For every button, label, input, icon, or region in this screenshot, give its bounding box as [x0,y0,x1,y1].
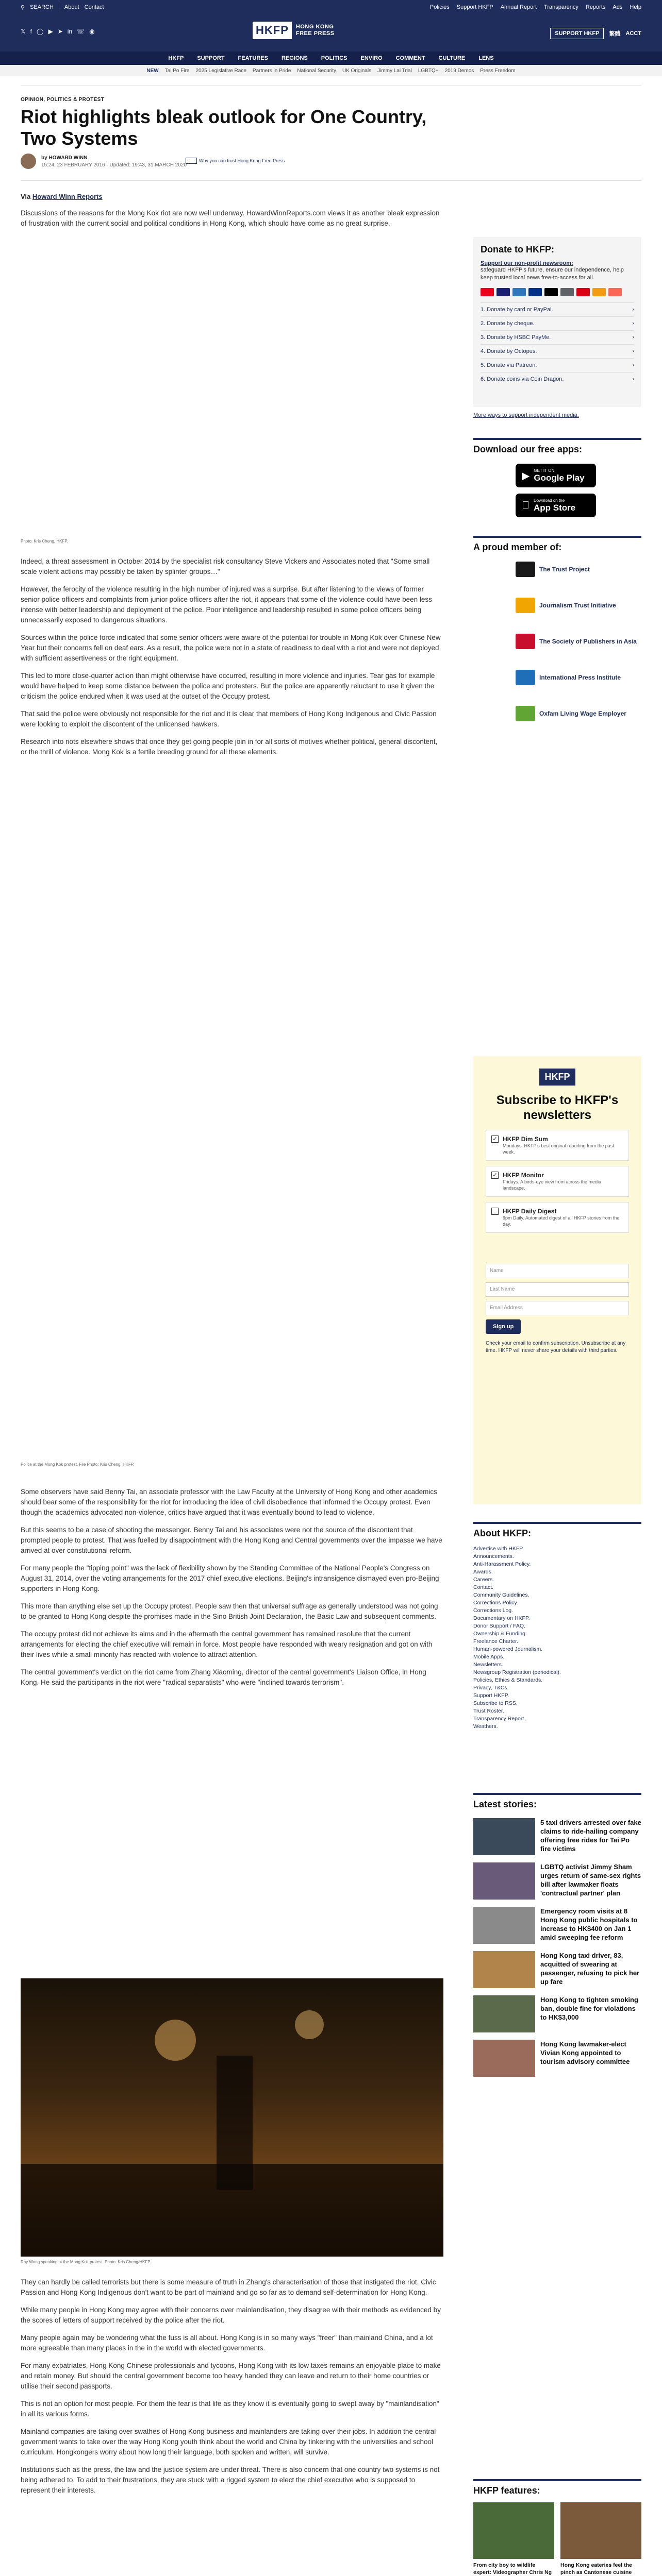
donate-option[interactable]: 6. Donate coins via Coin Dragon. › [481,372,634,386]
youtube-icon[interactable]: ▶ [48,28,53,35]
trending-item[interactable]: 2025 Legislative Race [195,67,246,74]
chevron-right-icon: › [632,334,634,341]
member-logo[interactable]: Journalism Trust Initiative [516,598,616,613]
feature-item[interactable]: Hong Kong eateries feel the pinch as Cantonese cuisine [560,2502,641,2576]
chevron-right-icon: › [632,307,634,313]
nav-item-support[interactable]: SUPPORT [197,55,225,61]
about-link[interactable]: Anti-Harassment Policy. [473,1561,531,1567]
about-section [473,1522,641,1731]
donate-option[interactable]: 2. Donate by cheque. › [481,316,634,330]
social-links [21,28,95,35]
about-link[interactable]: Weathers. [473,1723,498,1730]
member-logo[interactable]: International Press Institute [516,670,621,685]
twitter-icon[interactable]: 𝕏 [21,28,26,35]
about-link[interactable]: Support HKFP. [473,1692,509,1699]
trending-item[interactable]: Press Freedom [480,67,516,74]
paypal-icon [528,288,542,296]
paragraph: This is not an option for most people. For them the fear is that life as they know it is eventually going to swept away by "mainlandisation" in all its various forms. [21,2400,439,2418]
octopus-icon [592,288,606,296]
story-item[interactable]: LGBTQ activist Jimmy Sham urges return of same-sex rights bill after lawmaker floats 'contractual partner' plan [473,1862,641,1900]
main-nav [0,52,662,65]
top-link-transparency[interactable]: Transparency [544,4,578,10]
chevron-right-icon: › [632,376,634,382]
paragraph: However, the ferocity of the violence resulting in the high number of injured was a surprise. But after listening to the views of former senior police officers and complaints from junior police officers after the riot, it appears that some of the violence could have been less intense with better leadership and deployment of the police. Poor intelligence and leadership resulted in some police officers being unnecessarily exposed to dangerous situations. [21,585,432,624]
about-link[interactable]: Transparency Report. [473,1716,526,1722]
top-link-help[interactable]: Help [630,4,641,10]
nav-item-enviro[interactable]: ENVIRO [360,55,383,61]
about-link[interactable]: Subscribe to RSS. [473,1700,518,1706]
mastercard-icon [481,288,494,296]
paragraph: While many people in Hong Kong may agree with their concerns over mainlandisation, they disagree with their methods as evidenced by the scores of letters of support received by the police after the riot. [21,2306,441,2324]
story-item[interactable]: Hong Kong taxi driver, 83, acquitted of swearing at passenger, refusing to pick her up fare [473,1951,641,1988]
nav-item-hkfp[interactable]: HKFP [168,55,184,61]
trending-item[interactable]: Tai Po Fire [164,67,190,74]
about-link[interactable]: Corrections Policy. [473,1600,518,1606]
chevron-right-icon: › [632,320,634,327]
apps-section [473,438,641,455]
logo-text: HONG KONG FREE PRESS [295,24,335,37]
author-name[interactable]: by HOWARD WINN [41,155,88,161]
donate-option[interactable]: 1. Donate by card or PayPal. › [481,302,634,316]
about-link[interactable]: Donor Support / FAQ. [473,1623,525,1629]
about-link[interactable]: Mobile Apps. [473,1654,505,1660]
search-icon[interactable]: ⚲ [21,4,25,11]
chevron-right-icon: › [632,348,634,354]
via-link[interactable]: Howard Winn Reports [32,193,103,200]
support-button[interactable]: SUPPORT HKFP [550,28,604,39]
divider [21,180,641,181]
nav-item-comment[interactable]: COMMENT [395,55,425,61]
trust-badge[interactable] [186,158,285,164]
newsletter-title: Subscribe to HKFP's newsletters [496,1093,619,1122]
facebook-icon[interactable]: f [30,28,32,35]
donate-option[interactable]: 4. Donate by Octopus. › [481,344,634,358]
more-ways-link[interactable]: More ways to support independent media. [473,412,579,418]
member-logo[interactable]: The Trust Project [516,562,590,577]
about-link[interactable]: Awards. [473,1569,493,1575]
via-line [21,193,103,200]
about-link[interactable]: Privacy, T&Cs. [473,1685,509,1691]
top-link-reports[interactable]: Reports [585,4,606,10]
applepay-icon [544,288,558,296]
checkbox[interactable] [491,1208,499,1215]
paragraph: That said the police were obviously not responsible for the riot and it is clear that members of Hong Kong Indigenous and Civic Passion were looking to exploit the discontent of the unlicensed hawkers. [21,710,437,728]
protest-scene-graphic [21,1978,443,2257]
about-link[interactable]: Policies, Ethics & Standards. [473,1677,543,1683]
story-thumbnail[interactable] [473,1818,535,1855]
story-item[interactable]: Hong Kong lawmaker-elect Vivian Kong appointed to tourism advisory committee [473,2040,641,2077]
newsletter-option[interactable]: ✓ HKFP Dim Sum Mondays. HKFP's best original reporting from the past week. [486,1130,629,1161]
trending-item[interactable]: National Security [297,67,336,74]
nav-item-lens[interactable]: LENS [478,55,494,61]
paragraph: Research into riots elsewhere shows that once they get going people join in for all sorts of motives whether political, general discontent, or the thrill of violence. Mong Kok is a fertile breeding ground for all these elements. [21,738,438,756]
payment-icons [481,288,634,296]
members-title: A proud member of: [473,536,641,553]
article-photo-3 [21,1978,443,2257]
story-thumbnail[interactable] [473,1951,535,1988]
feature-item[interactable]: From city boy to wildlife expert: Videographer Chris Ng [473,2502,554,2576]
about-link[interactable]: Newsletters. [473,1662,503,1668]
paragraph: The central government's verdict on the riot came from Zhang Xiaoming, director of the central government's Liaison Office, in Hong Kong. He said the participants in the riot were "radical separatists" who were "inclined towards terrorism". [21,1668,426,1686]
trust-link[interactable]: Why you can trust Hong Kong Free Press [199,158,285,163]
about-link[interactable]: Newsgroup Registration (periodical). [473,1669,561,1675]
member-logo[interactable]: Oxfam Living Wage Employer [516,706,626,721]
features-section [473,2479,641,2576]
about-link[interactable]: Careers. [473,1577,494,1583]
account-icon[interactable]: ACCT [625,30,641,37]
checkbox[interactable]: ✓ [491,1172,499,1179]
language-link[interactable]: 繁體 [609,31,621,37]
instagram-icon[interactable]: ◯ [37,28,44,35]
email-field[interactable]: Email Address [486,1301,629,1315]
story-item[interactable]: Emergency room visits at 8 Hong Kong public hospitals to increase to HK$400 on Jan 1 amid sweeping fee reform [473,1907,641,1944]
newsletter-box [473,1056,641,1504]
paragraph: This led to more close-quarter action than might otherwise have occurred, resulting in more violence and injuries. Tear gas for example would have helped to keep some distance between the police and protesters. But the police are apparently reluctant to use it given the criticism the police endured when it was used at the outset of the Occupy protest. [21,672,435,700]
newsletter-note: Check your email to confirm subscription. Unsubscribe at any time. HKFP will never share your details with third parties. [486,1341,626,1353]
about-link[interactable]: Trust Roster. [473,1708,504,1714]
story-thumbnail[interactable] [473,1862,535,1900]
google-play-icon: ▶ [522,470,530,482]
trending-label: NEW [146,67,159,74]
paragraph: Indeed, a threat assessment in October 2014 by the specialist risk consultancy Steve Vickers and Associates noted that "Some small scale violent actions may possibly be taken by splinter groups…" [21,557,430,575]
author-avatar[interactable] [21,154,36,169]
checkbox[interactable]: ✓ [491,1136,499,1143]
nav-item-features[interactable]: FEATURES [238,55,269,61]
photo-caption: Photo: Kris Cheng, HKFP. [21,539,68,544]
via-prefix: Via [21,193,31,200]
donate-link[interactable]: Support our non-profit newsroom: [481,260,573,266]
byline [21,154,187,169]
about-title: About HKFP: [473,1522,641,1539]
paragraph: This more than anything else set up the Occupy protest. People saw then that universal suffrage as generally understood was not going to be granted to Hong Kong despite the promises made in the Sino British Joint Declaration, the Basic Law and subsequent comments. [21,1602,438,1620]
top-link-support[interactable]: Support HKFP [456,4,493,10]
patreon-icon [608,288,622,296]
trending-item[interactable]: 2019 Demos [444,67,474,74]
sign-up-button[interactable]: Sign up [486,1319,521,1334]
latest-section [473,1793,641,2084]
article-headline: Riot highlights bleak outlook for One Country, Two Systems [21,106,427,149]
visa-icon [496,288,510,296]
trending-item[interactable]: UK Originals [342,67,372,74]
about-link[interactable]: Freelance Charter. [473,1638,518,1645]
article-dates: 15:24, 23 FEBRUARY 2016 · Updated: 19:43, 31 MARCH 2020 [41,162,187,168]
paragraph: The occupy protest did not achieve its aims and in the aftermath the central government has remained resolute that the current arrangements for electing the chief executive will remain in force. Most people have responded with weary resignation and got on with their lives while a small minority has reacted with violence to attract attention. [21,1630,433,1658]
amex-icon [512,288,526,296]
whatsapp-icon[interactable]: ☏ [77,28,85,35]
trending-item[interactable]: LGBTQ+ [418,67,439,74]
story-item[interactable]: 5 taxi drivers arrested over fake claims to ride-hailing company offering free rides for Tai Po fire victims [473,1818,641,1855]
article-category[interactable]: OPINION, POLITICS & PROTEST [21,97,105,103]
top-link-about[interactable]: About [64,4,79,10]
top-bar [0,0,662,14]
about-link[interactable]: Corrections Log. [473,1607,514,1614]
app-store-button[interactable]: Download on the App Store [516,494,596,517]
donate-option[interactable]: 5. Donate via Patreon. › [481,358,634,372]
linkedin-icon[interactable]: in [67,28,73,35]
trending-bar [0,65,662,76]
apple-icon [522,500,529,512]
article-photo-2 [21,1118,443,1458]
telegram-icon[interactable]: ➤ [57,28,63,35]
last-name-field[interactable]: Last Name [486,1282,629,1297]
about-link[interactable]: Human-powered Journalism. [473,1646,543,1652]
article-body-3 [21,1487,443,1695]
top-link-search[interactable]: SEARCH [30,4,54,10]
paragraph: Some observers have said Benny Tai, an associate professor with the Law Faculty at the University of Hong Kong and other academics should bear some of the responsibility for the riot for introducing the idea of civil disobedience that informed the Occupy protest. Even though the academics advocated non-violence, critics have argued that it was eventually bound to lead to violence. [21,1488,437,1516]
article-photo-1 [21,247,443,536]
donate-description: safeguard HKFP's future, ensure our independence, help keep trusted local news free-to-access for all. [481,267,624,281]
nav-item-politics[interactable]: POLITICS [321,55,347,61]
paragraph: For many people the "tipping point" was the lack of flexibility shown by the Standing Committee of the National People's Congress on August 31, 2014, over the voting arrangements for the 2017 chief executive elections. Beijing's intransigence dismayed even pro-Beijing supporters in Hong Kong. [21,1564,439,1592]
top-link-contact[interactable]: Contact [84,4,104,10]
about-link[interactable]: Documentary on HKFP. [473,1615,530,1621]
hsbc-icon [576,288,590,296]
paragraph: They can hardly be called terrorists but there is some measure of truth in Zhang's characterisation of those that instigated the riot. Civic Passion and Hong Kong Indigenous don't want to be part of mainland and go so far as to demand self-determination for Hong Kong. [21,2278,436,2296]
trending-item[interactable]: Jimmy Lai Trial [377,67,412,74]
paragraph: For many expatriates, Hong Kong Chinese professionals and tycoons, Hong Kong with its low taxes remains an enjoyable place to make and retain money. But should the central government become too heavy handed they can leave and return to their home countries or utilise their second passports. [21,2362,441,2390]
about-link[interactable]: Community Guidelines. [473,1592,529,1598]
donate-box [473,237,641,407]
paragraph: Discussions of the reasons for the Mong Kok riot are now well underway. HowardWinnReports.com views it as another bleak expression of frustration with the current social and political conditions in Hong Kong, which should have come as no great surprise. [21,209,440,227]
about-link[interactable]: Ownership & Funding. [473,1631,527,1637]
story-item[interactable]: Hong Kong to tighten smoking ban, double fine for violations to HK$3,000 [473,1995,641,2032]
paragraph: Many people again may be wondering what the fuss is all about. Hong Kong is in so many ways "freer" than mainland China, and a lot more agreeable than many places in the in the world with elected governments. [21,2334,433,2352]
photo-caption: Ray Wong speaking at the Mong Kok protest. Photo: Kris Cheng/HKFP. [21,2260,151,2264]
features-title: HKFP features: [473,2479,641,2496]
feature-image[interactable] [473,2502,554,2559]
top-link-policies[interactable]: Policies [429,4,450,10]
donate-title: Donate to HKFP: [481,244,554,255]
members-section [473,536,641,553]
rss-icon[interactable]: ◉ [89,28,95,35]
logo-mark: HKFP [253,22,292,39]
paragraph: But this seems to be a case of shooting the messenger. Benny Tai and his associates were not the source of the discontent that prompted people to protest. That was fuelled by disappointment with the Hong Kong and Central governments over the impasse we have arrived at over constitutional reform. [21,1526,442,1554]
trending-item[interactable]: Partners in Pride [252,67,291,74]
about-link[interactable]: Contact. [473,1584,494,1590]
story-thumbnail[interactable] [473,1995,535,2032]
feature-image[interactable] [560,2502,641,2559]
about-link[interactable]: Advertise with HKFP. [473,1546,524,1552]
site-logo[interactable] [253,22,335,39]
paragraph: Sources within the police force indicated that some senior officers were aware of the potential for trouble in Mong Kok over Chinese New Year but their concerns fell on deaf ears. As a result, the police were not in a state of readiness to deal with a riot and were not deployed with sufficient assertiveness or the right equipment. [21,634,441,662]
newsletter-option[interactable]: ✓ HKFP Monitor Fridays. A birds-eye view from across the media landscape. [486,1166,629,1197]
story-thumbnail[interactable] [473,2040,535,2077]
story-thumbnail[interactable] [473,1907,535,1944]
article-body-4 [21,2277,443,2503]
masthead [0,14,662,52]
nav-item-regions[interactable]: REGIONS [282,55,308,61]
top-link-annual-report[interactable]: Annual Report [500,4,537,10]
photo-caption: Police at the Mong Kok protest. File Photo: Kris Cheng, HKFP. [21,1462,135,1467]
about-links [473,1545,641,1731]
google-play-button[interactable]: ▶ GET IT ON Google Play [516,464,596,487]
member-logo[interactable]: The Society of Publishers in Asia [516,634,637,649]
apps-title: Download our free apps: [473,438,641,455]
paragraph: Institutions such as the press, the law and the justice system are under threat. There is also concern that one country two systems is not being adhered to. To add to their frustrations, they are stuck with a rigged system to elect the chief executive who is supposed to represent their interests. [21,2466,440,2494]
latest-title: Latest stories: [473,1793,641,1810]
paragraph: Mainland companies are taking over swathes of Hong Kong business and mainlanders are taking over their jobs. In addition the central government wants to take over the way Hong Kong youth think about the world and China by tinkering with the universities and school curriculum. Hongkongers worry about how long their language, both spoken and written, will survive. [21,2428,436,2456]
article-body-2 [21,556,443,765]
trust-icon [186,158,197,164]
newsletter-logo: HKFP [539,1069,575,1086]
name-field[interactable]: Name [486,1264,629,1278]
newsletter-option[interactable]: HKFP Daily Digest 9pm Daily. Automated digest of all HKFP stories from the day. [486,1202,629,1233]
article-body-1 [21,208,443,236]
chevron-right-icon: › [632,362,634,368]
donate-option[interactable]: 3. Donate by HSBC PayMe. › [481,330,634,344]
about-link[interactable]: Announcements. [473,1553,514,1560]
top-link-ads[interactable]: Ads [613,4,623,10]
googlepay-icon [560,288,574,296]
nav-item-culture[interactable]: CULTURE [438,55,466,61]
